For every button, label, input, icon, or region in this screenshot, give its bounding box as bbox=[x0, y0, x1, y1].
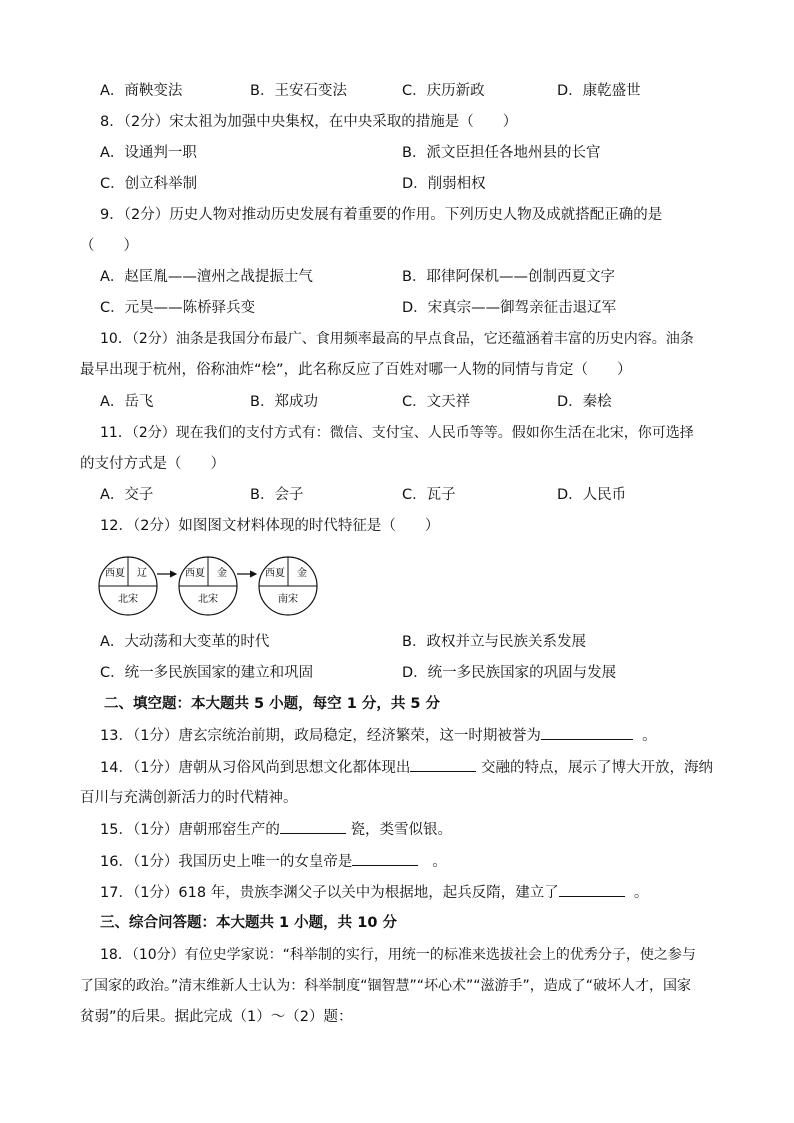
q11-option-b: B．会子 bbox=[250, 487, 304, 503]
q10-stem-line2: 最早出现于杭州，俗称油炸“桧”，此名称反应了百姓对哪一人物的同情与肯定（ ） bbox=[80, 362, 632, 378]
diagram-1-top-left: 西夏 bbox=[105, 568, 125, 579]
q16-blank[interactable] bbox=[352, 851, 418, 866]
section3-heading: 三、综合问答题：本大题共 1 小题，共 10 分 bbox=[100, 915, 397, 931]
q15-blank[interactable] bbox=[280, 819, 346, 834]
q9-option-d: D．宋真宗——御驾亲征击退辽军 bbox=[402, 300, 617, 316]
q17-blank[interactable] bbox=[559, 882, 625, 897]
q11-stem-line1: 11．（2分）现在我们的支付方式有：微信、支付宝、人民币等等。假如你生活在北宋，你可选择 bbox=[100, 425, 694, 441]
diagram-1-top-right: 辽 bbox=[137, 568, 147, 579]
diagram-3-top-left: 西夏 bbox=[265, 568, 285, 579]
q9-option-c: C．元昊——陈桥驿兵变 bbox=[100, 300, 256, 316]
q12-option-d: D．统一多民族国家的巩固与发展 bbox=[402, 665, 617, 681]
q7-option-c: C．庆历新政 bbox=[402, 83, 485, 99]
q8-stem: 8．（2分）宋太祖为加强中央集权，在中央采取的措施是（ ） bbox=[100, 114, 518, 130]
q14-text: 14．（1分）唐朝从习俗风尚到思想文化都体现出 bbox=[100, 760, 411, 776]
q8-option-b: B．派文臣担任各地州县的长官 bbox=[402, 145, 601, 161]
q9-stem-line1: 9．（2分）历史人物对推动历史发展有着重要的作用。下列历史人物及成就搭配正确的是 bbox=[100, 207, 663, 223]
q8-option-c: C．创立科举制 bbox=[100, 176, 198, 192]
diagram-2-top-right: 金 bbox=[217, 568, 227, 579]
q12-option-c: C．统一多民族国家的建立和巩固 bbox=[100, 665, 314, 681]
q12-stem: 12．（2分）如图图文材料体现的时代特征是（ ） bbox=[100, 518, 440, 534]
q18-line3: 贫弱”的后果。据此完成（1）～（2）题： bbox=[80, 1009, 353, 1025]
q17-end: 。 bbox=[633, 885, 649, 901]
q14-blank[interactable] bbox=[410, 757, 476, 772]
q9-stem-line2: （ ） bbox=[80, 238, 138, 254]
q15-line bbox=[100, 819, 452, 840]
diagram-2-top-left: 西夏 bbox=[185, 568, 205, 579]
q8-option-a: A．设通判一职 bbox=[100, 145, 197, 161]
q16-text: 16．（1分）我国历史上唯一的女皇帝是 bbox=[100, 854, 353, 870]
diagram-circle-3 bbox=[259, 557, 317, 615]
q12-option-b: B．政权并立与民族关系发展 bbox=[402, 634, 586, 650]
section2-heading: 二、填空题：本大题共 5 小题，每空 1 分，共 5 分 bbox=[104, 696, 441, 712]
regime-circles-diagram bbox=[98, 554, 338, 618]
diagram-3-bottom: 南宋 bbox=[278, 594, 298, 605]
diagram-2-bottom: 北宋 bbox=[198, 594, 218, 605]
q7-option-d: D．康乾盛世 bbox=[557, 83, 641, 99]
q14-line bbox=[100, 757, 713, 778]
q9-option-b: B．耶律阿保机——创制西夏文字 bbox=[402, 269, 615, 285]
q14-text-after: 交融的特点，展示了博大开放，海纳 bbox=[481, 760, 714, 776]
q11-option-d: D．人民币 bbox=[557, 487, 627, 503]
q18-line2: 了国家的政治。”清末维新人士认为：科举制度“锢智慧”“坏心术”“滋游手”，造成了“破坏人才，国家 bbox=[80, 978, 692, 994]
q7-option-a: A．商鞅变法 bbox=[100, 83, 183, 99]
q16-line bbox=[100, 851, 447, 872]
q17-line bbox=[100, 882, 648, 903]
q10-stem-line1: 10．（2分）油条是我国分布最广、食用频率最高的早点食品，它还蕴涵着丰富的历史内容。油条 bbox=[100, 331, 694, 347]
q10-option-c: C．文天祥 bbox=[402, 394, 471, 410]
diagram-circle-2 bbox=[179, 557, 237, 615]
q12-option-a: A．大动荡和大变革的时代 bbox=[100, 634, 270, 650]
q7-option-b: B．王安石变法 bbox=[250, 83, 347, 99]
q11-stem-line2: 的支付方式是（ ） bbox=[80, 456, 225, 472]
q18-line1: 18．（10分）有位史学家说：“科举制的实行，用统一的标准来选拔社会上的优秀分子，使之参与 bbox=[100, 947, 696, 963]
q17-text: 17．（1分）618 年，贵族李渊父子以关中为根据地，起兵反隋，建立了 bbox=[100, 885, 559, 901]
q10-option-a: A．岳飞 bbox=[100, 394, 154, 410]
q10-option-d: D．秦桧 bbox=[557, 394, 612, 410]
diagram-3-top-right: 金 bbox=[297, 568, 307, 579]
q15-text: 15．（1分）唐朝邢窑生产的 bbox=[100, 822, 280, 838]
q15-text-after: 瓷，类雪似银。 bbox=[350, 822, 453, 838]
q13-end: 。 bbox=[642, 728, 657, 744]
q16-end: 。 bbox=[432, 854, 447, 870]
q13-blank[interactable] bbox=[541, 725, 633, 740]
q11-option-c: C．瓦子 bbox=[402, 487, 456, 503]
q8-option-d: D．削弱相权 bbox=[402, 176, 486, 192]
q13-line bbox=[100, 725, 657, 746]
q14-line2: 百川与充满创新活力的时代精神。 bbox=[80, 790, 298, 806]
q13-text: 13．（1分）唐玄宗统治前期，政局稳定，经济繁荣，这一时期被誉为 bbox=[100, 728, 541, 744]
diagram-1-bottom: 北宋 bbox=[118, 594, 138, 605]
q10-option-b: B．郑成功 bbox=[250, 394, 318, 410]
q11-option-a: A．交子 bbox=[100, 487, 154, 503]
q9-option-a: A．赵匡胤——澶州之战提振士气 bbox=[100, 269, 313, 285]
diagram-circle-1 bbox=[99, 557, 157, 615]
